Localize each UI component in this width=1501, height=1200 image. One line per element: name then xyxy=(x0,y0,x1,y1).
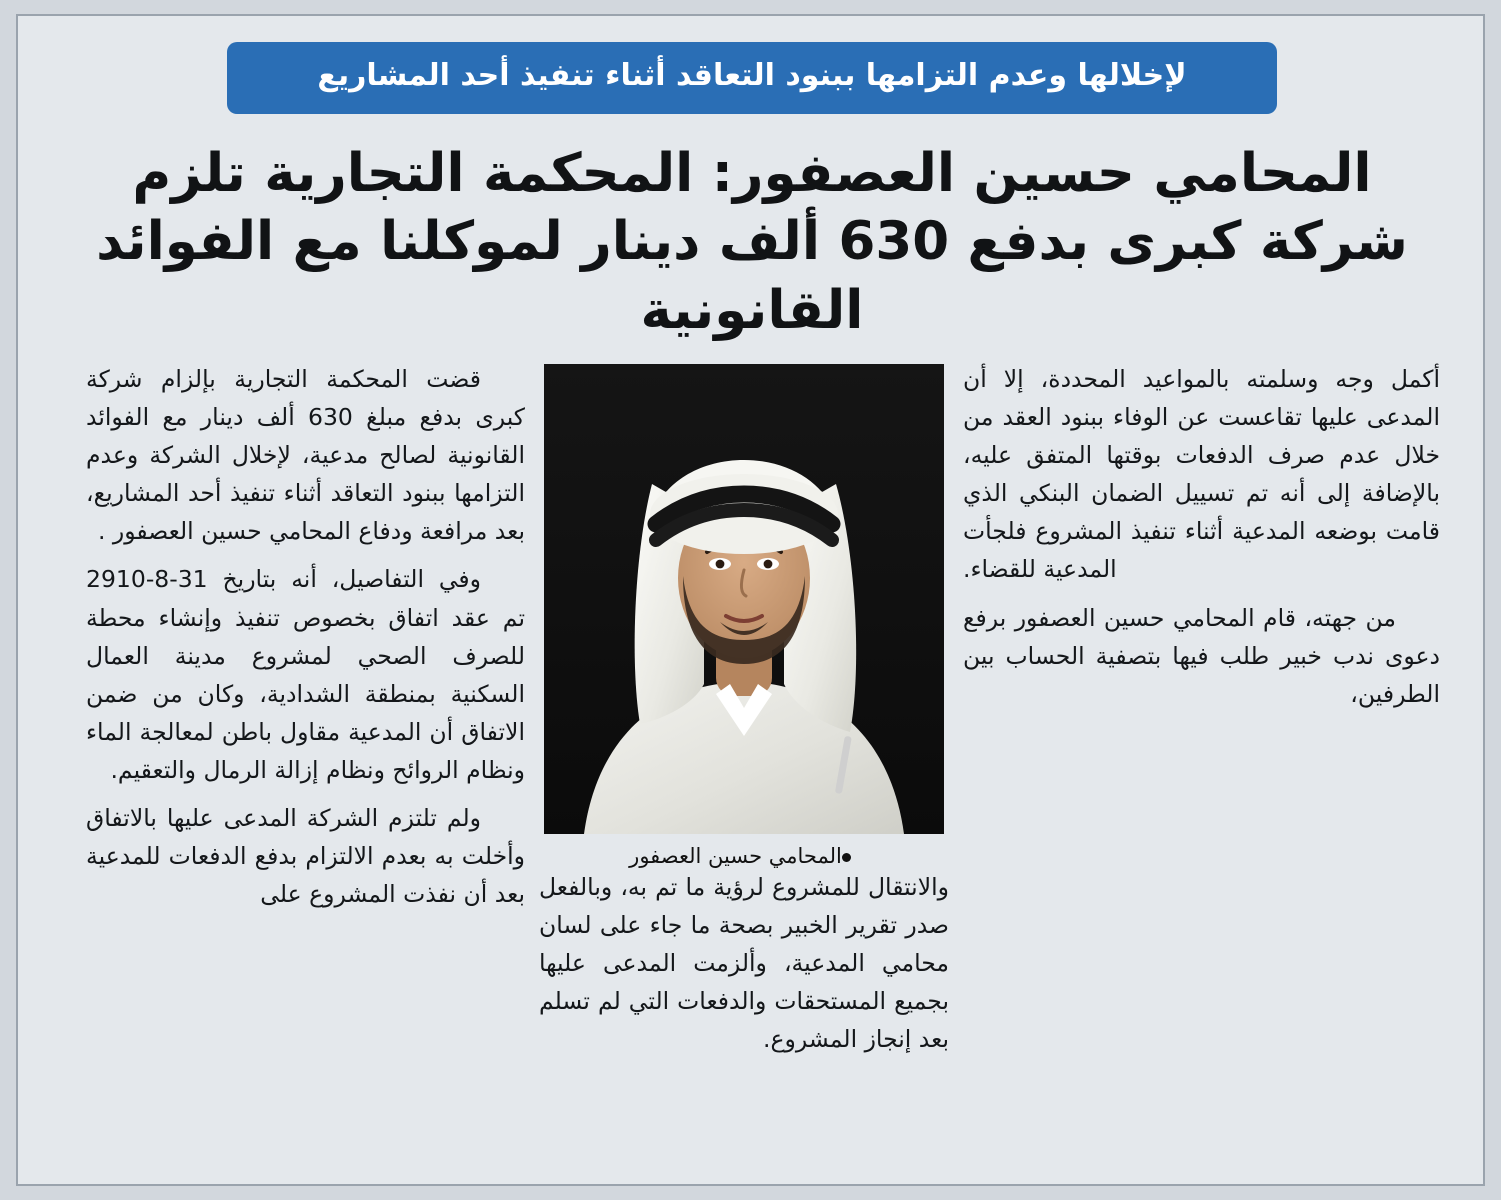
paragraph: من جهته، قام المحامي حسين العصفور برفع دعوى ندب خبير طلب فيها بتصفية الحساب بين الطرفين، xyxy=(963,603,1440,708)
paragraph: أكمل وجه وسلمته بالمواعيد المحددة، إلا أن المدعى عليها تقاعست عن الوفاء ببنود العقد من خلال عدم صرف الدفعات بوقتها المتفق عليه، بالإضافة إلى أنه تم تسييل الضمان البنكي الذي قامت بوضعه المدعية أثناء تنفيذ المشروع فلجأت المدعية للقضاء. xyxy=(963,365,1440,584)
article-inner xyxy=(52,38,1452,1164)
photo-caption-text: المحامي حسين العصفور xyxy=(629,844,842,869)
article-sheet xyxy=(16,14,1485,1186)
page-title: المحامي حسين العصفور: المحكمة التجارية تلزم شركة كبرى بدفع 630 ألف دينار لموكلنا مع الفوائد القانونية xyxy=(96,142,1408,342)
column-left xyxy=(959,360,1452,723)
kicker-banner-wrap xyxy=(52,42,1452,114)
bullet-icon xyxy=(842,853,851,862)
column-right xyxy=(74,360,529,923)
column-middle xyxy=(529,360,959,1068)
kicker-banner: لإخلالها وعدم التزامها ببنود التعاقد أثناء تنفيذ أحد المشاريع xyxy=(227,42,1277,114)
photo-caption xyxy=(539,844,949,868)
column-middle-continuation xyxy=(539,868,949,1058)
article-body xyxy=(52,360,1452,1068)
article-photo xyxy=(544,364,944,834)
paragraph: وفي التفاصيل، أنه بتاريخ 31-8-2910 تم عقد اتفاق بخصوص تنفيذ وإنشاء محطة للصرف الصحي لمشروع مدينة العمال السكنية بمنطقة الشدادية، وكان من ضمن الاتفاق أن المدعية مقاول باطن لمعالجة الماء ونظام الروائح ونظام إزالة الرمال والتعقيم. xyxy=(86,565,525,784)
paragraph: والانتقال للمشروع لرؤية ما تم به، وبالفعل صدر تقرير الخبير بصحة ما جاء على لسان محامي المدعية، وألزمت المدعى عليها بجميع المستحقات والدفعات التي لم تسلم بعد إنجاز المشروع. xyxy=(539,873,949,1054)
paragraph: قضت المحكمة التجارية بإلزام شركة كبرى بدفع مبلغ 630 ألف دينار مع الفوائد القانونية لصالح مدعية، لإخلال الشركة وعدم التزامها ببنود التعاقد أثناء تنفيذ أحد المشاريع، بعد مرافعة ودفاع المحامي حسين العصفور . xyxy=(86,365,526,546)
portrait-image xyxy=(544,364,944,834)
paragraph: ولم تلتزم الشركة المدعى عليها بالاتفاق وأخلت به بعدم الالتزام بدفع الدفعات للمدعية بعد أن نفذت المشروع على xyxy=(86,803,525,908)
